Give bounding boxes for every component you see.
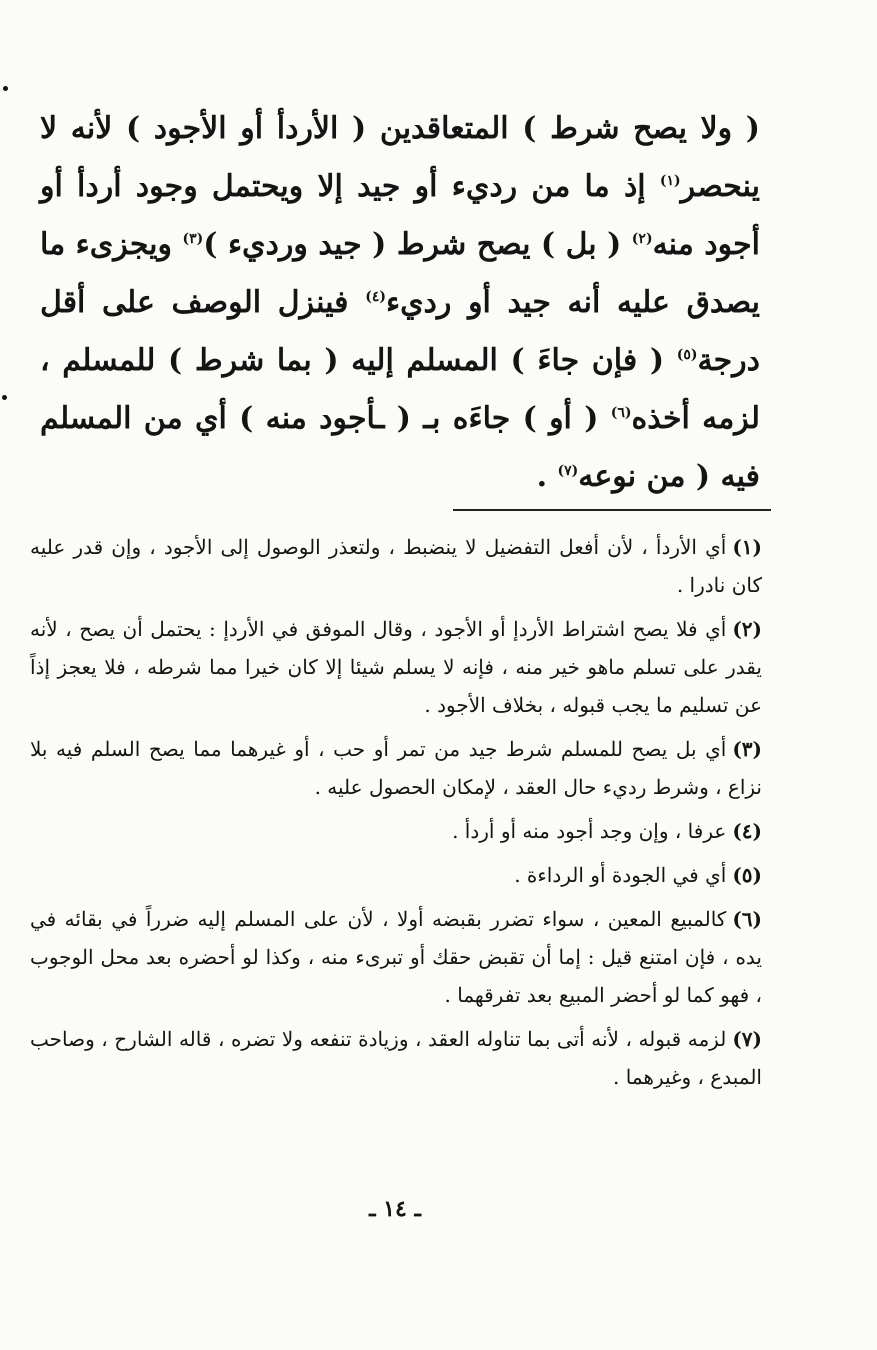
footnote-ref: (٣) — [182, 231, 204, 247]
main-segment: ويجزىء ما يصدق عليه أنه جيد أو رديء — [40, 227, 761, 320]
footnote-number: (٤) — [732, 819, 762, 843]
footnote-separator — [453, 509, 771, 511]
footnote — [30, 856, 762, 894]
main-segment: . — [536, 459, 558, 494]
footnote-number: (٢) — [732, 617, 762, 641]
footnote — [30, 528, 762, 604]
main-paragraph — [40, 100, 760, 506]
footnote-ref: (١) — [659, 173, 681, 189]
footnote — [30, 1020, 762, 1096]
footnote-ref: (٥) — [676, 347, 698, 363]
page-number: ـ ١٤ ـ — [369, 1196, 421, 1222]
footnote-text: أي بل يصح للمسلم شرط جيد من تمر أو حب ، أو غيرهما مما يصح السلم فيه بلا نزاع ، وشرط رديء حال العقد ، لإمكان الحصول عليه . — [30, 737, 762, 799]
footnote-number: (٥) — [732, 863, 762, 887]
footnote-text: أي الأردأ ، لأن أفعل التفضيل لا ينضبط ، ولتعذر الوصول إلى الأجود ، وإن قدر عليه كان نادرا . — [30, 535, 762, 597]
footnote-number: (١) — [732, 535, 762, 559]
footnote-text: عرفا ، وإن وجد أجود منه أو أردأ . — [452, 819, 727, 843]
footnote-number: (٦) — [732, 907, 762, 931]
main-segment: ( أو ) جاءَه بـ ( ـأجود منه ) أي من المسلم فيه ( من نوعه — [40, 401, 760, 494]
footnote — [30, 610, 762, 724]
footnote — [30, 900, 762, 1014]
footnote-text: كالمبيع المعين ، سواء تضرر بقبضه أولا ، لأن على المسلم إليه ضرراً في بقائه في يده ، فإن امتنع قيل : إما أن تقبض حقك أو تبرىء منه ، وكذا لو أحضره بعد محل الوجوب ، فهو كما لو أحضر المبيع بعد تفرقهما . — [30, 907, 762, 1007]
footnote-ref: (٦) — [610, 405, 632, 421]
main-text — [40, 100, 760, 506]
footnote-text: لزمه قبوله ، لأنه أتى بما تناوله العقد ، وزيادة تنفعه ولا تضره ، قاله الشارح ، وصاحب المبدع ، وغيرهما . — [30, 1027, 762, 1089]
footnote-ref: (٢) — [631, 231, 653, 247]
footnotes — [30, 528, 762, 1102]
main-segment: ( فإن جاءَ ) المسلم إليه ( بما شرط ) للمسلم ، لزمه أخذه — [40, 343, 761, 436]
footnote-number: (٣) — [732, 737, 762, 761]
footnote-text: أي في الجودة أو الرداءة . — [514, 863, 727, 887]
footnote-text: أي فلا يصح اشتراط الأردإ أو الأجود ، وقال الموفق في الأردإ : يحتمل أن يصح ، لأنه يقدر على تسلم ماهو خير منه ، فإنه لا يسلم شيئا إلا كان خيرا مما شرطه ، فلا يعجز إذاً عن تسليم ما يجب قبوله ، بخلاف الأجود . — [30, 617, 762, 717]
main-segment: فينزل الوصف على أقل درجة — [40, 285, 760, 378]
edge-mark — [3, 86, 8, 91]
footnote — [30, 812, 762, 850]
footnote-ref: (٤) — [365, 289, 386, 305]
main-segment: إذ ما من رديء أو جيد إلا ويحتمل وجود أردأ أو أجود منه — [40, 169, 760, 262]
edge-mark — [2, 395, 7, 400]
footnote-number: (٧) — [732, 1027, 762, 1051]
main-segment: ( ولا يصح شرط ) المتعاقدين ( الأردأ أو الأجود ) لأنه لا ينحصر — [40, 111, 760, 204]
footnote-ref: (٧) — [557, 463, 579, 479]
footnote — [30, 730, 762, 806]
main-segment: ( بل ) يصح شرط ( جيد ورديء ) — [203, 227, 632, 262]
